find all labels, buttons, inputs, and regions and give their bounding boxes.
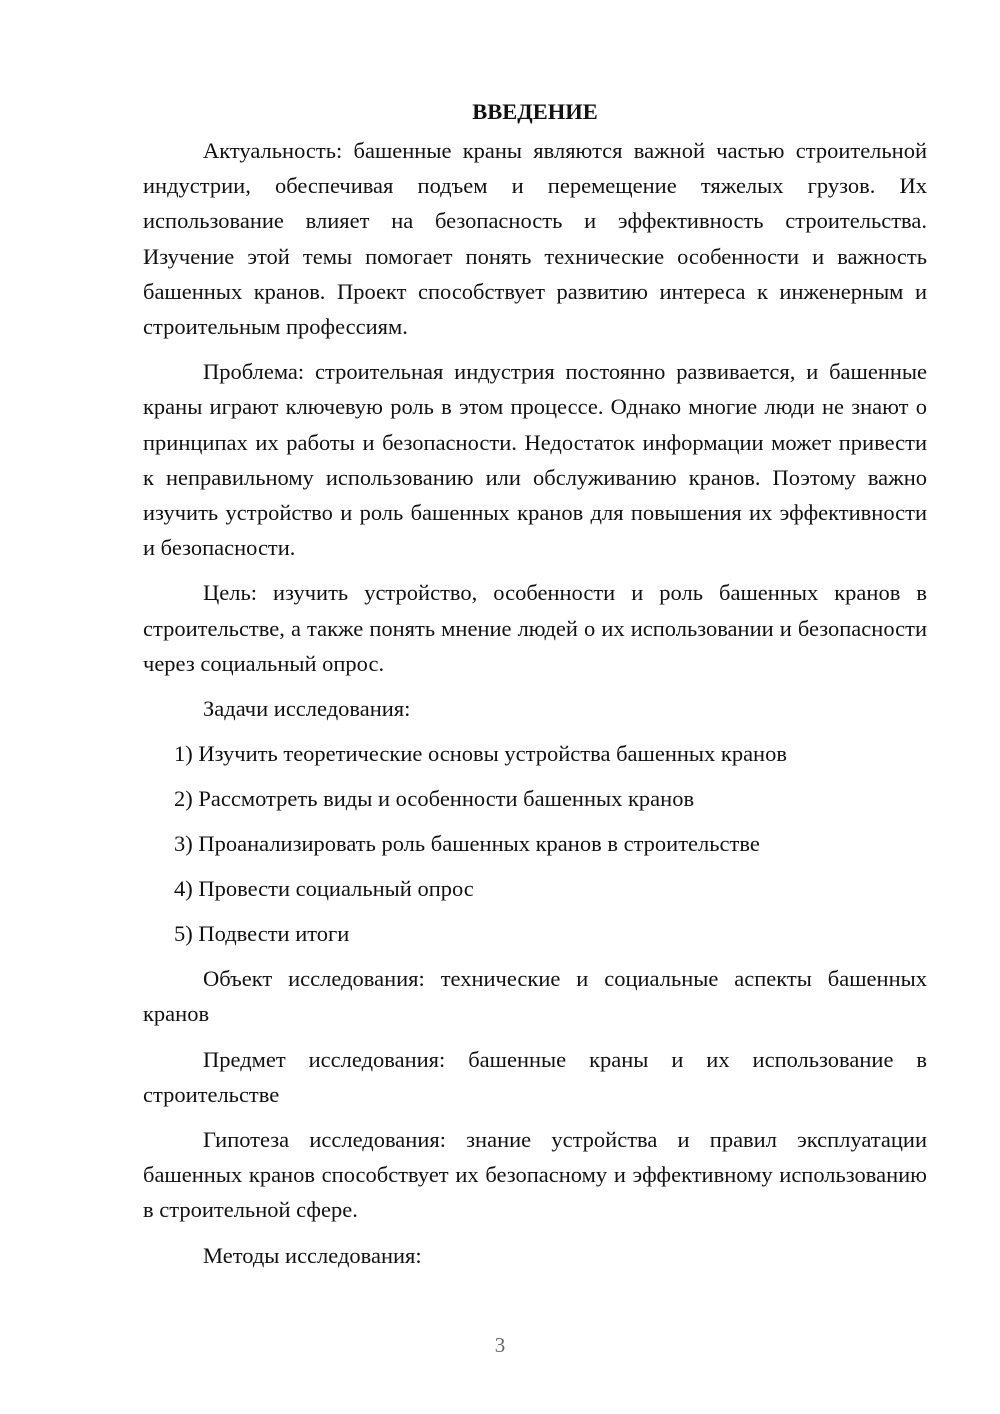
object-paragraph: Объект исследования: технические и социальные аспекты башенных кранов [143,966,927,1027]
list-item: 3) Проанализировать роль башенных кранов в строительстве [174,831,760,857]
subject-paragraph: Предмет исследования: башенные краны и их использование в строительстве [143,1046,927,1107]
list-item: 2) Рассмотреть виды и особенности башенных кранов [174,786,695,812]
hypothesis-paragraph: Гипотеза исследования: знание устройства и правил эксплуатации башенных кранов способствует их безопасному и эффективному использованию в строительной сфере. [143,1127,927,1223]
page-number: 3 [494,1333,506,1357]
list-item: 4) Провести социальный опрос [174,876,474,902]
page-content [143,95,927,1283]
tasks-heading: Задачи исследования: [203,696,411,722]
section-title: ВВЕДЕНИЕ [472,99,598,124]
problem-paragraph: Проблема: строительная индустрия постоянно развивается, и башенные краны играют ключевую роль в этом процессе. Однако многие люди не знают о принципах их работы и безопасности. Недостаток информации может привести к неправильному использованию или обслуживанию кранов. Поэтому важно изучить устройство и роль башенных кранов для повышения их эффективности и безопасности. [143,359,927,561]
methods-heading: Методы исследования: [203,1242,422,1268]
list-item: 1) Изучить теоретические основы устройства башенных кранов [174,741,787,767]
tasks-list [143,736,927,951]
list-item: 5) Подвести итоги [174,921,350,947]
relevance-paragraph: Актуальность: башенные краны являются важной частью строительной индустрии, обеспечивая подъем и перемещение тяжелых грузов. Их использование влияет на безопасность и эффективность строительства. Изучение этой темы помогает понять технические особенности и важность башенных кранов. Проект способствует развитию интереса к инженерным и строительным профессиям. [143,138,927,340]
goal-paragraph: Цель: изучить устройство, особенности и роль башенных кранов в строительстве, а также понять мнение людей о их использовании и безопасности через социальный опрос. [143,580,927,676]
